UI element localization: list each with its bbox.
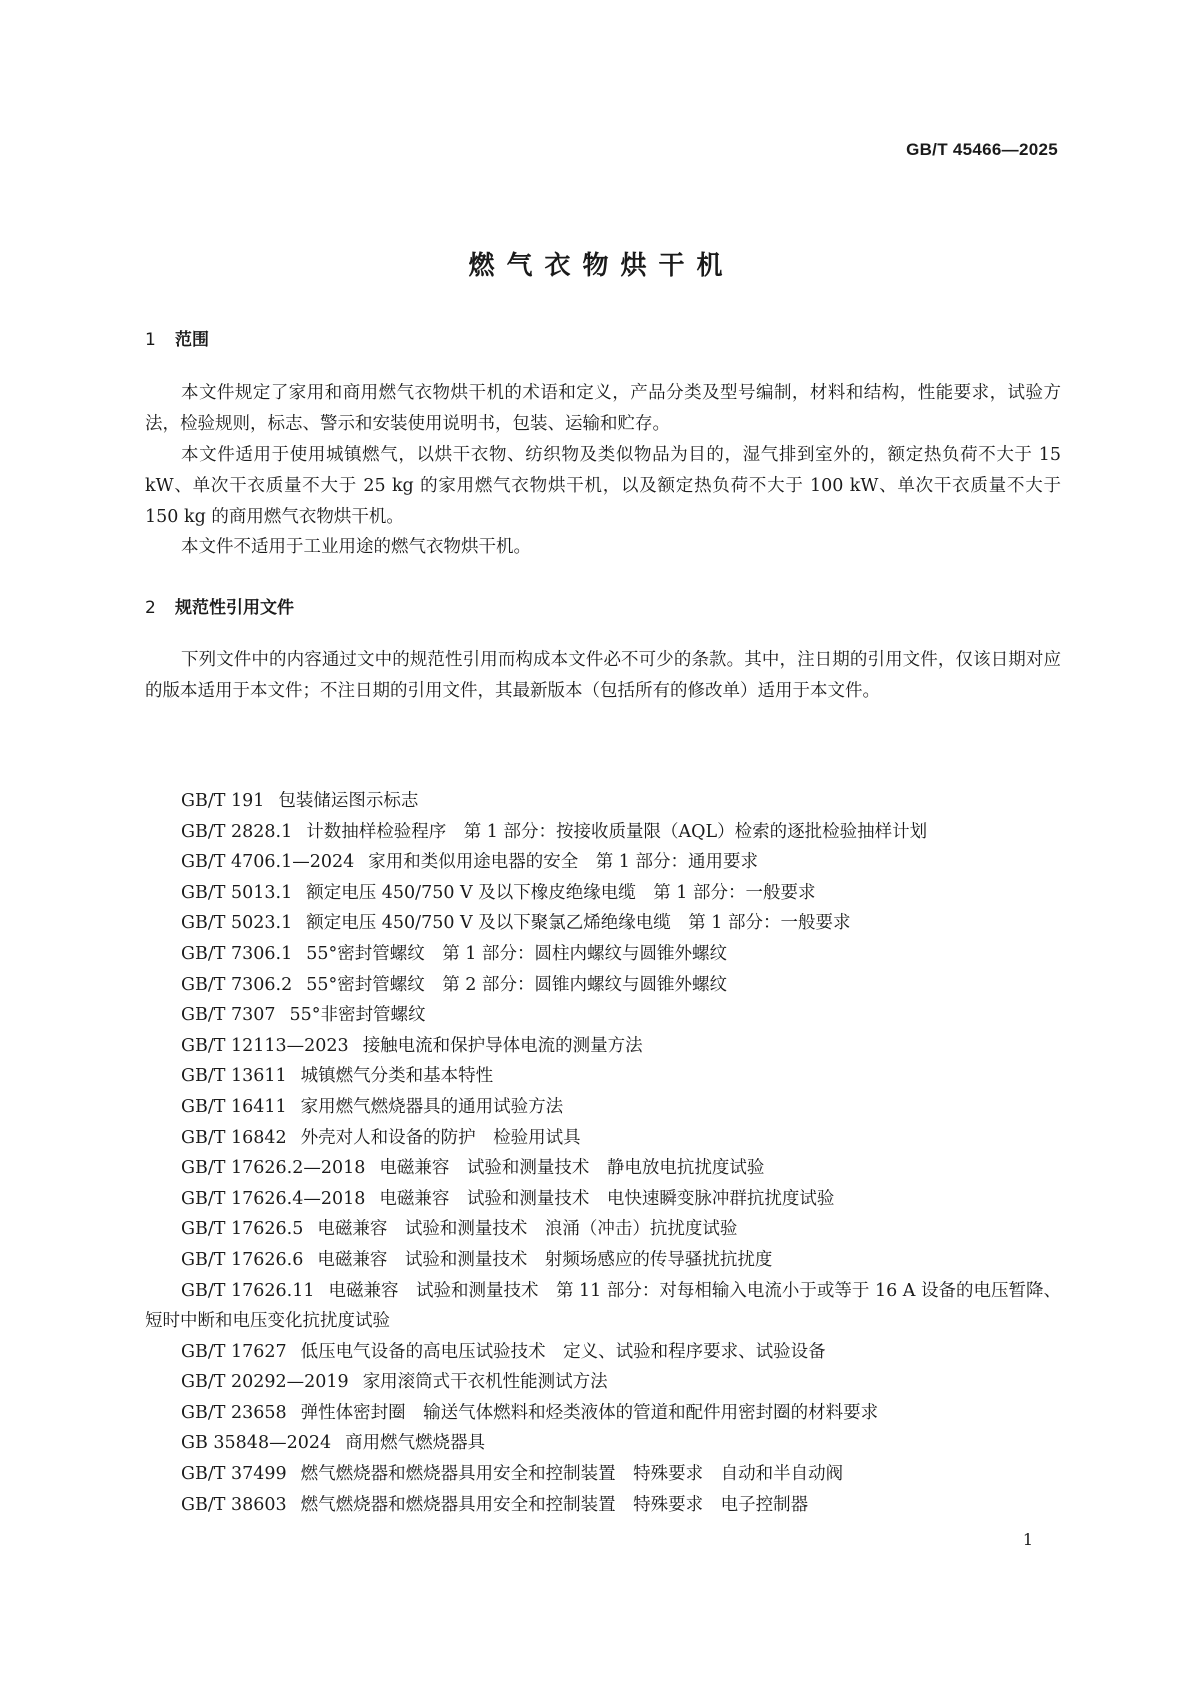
list-item: [145, 1337, 1061, 1368]
reference-title: 55°密封管螺纹 第 1 部分：圆柱内螺纹与圆锥外螺纹: [306, 943, 727, 964]
scope-paragraph: 本文件适用于使用城镇燃气，以烘干衣物、纺织物及类似物品为目的，湿气排到室外的，额定热负荷不大于 15 kW、单次干衣质量不大于 25 kg 的家用燃气衣物烘干机，以及额定热负荷不大于 100 kW、单次干衣质量不大于 150 kg 的商用燃气衣物烘干机。: [145, 445, 1061, 527]
reference-code: GB/T 16411: [181, 1096, 287, 1117]
reference-code: GB/T 17626.6: [181, 1249, 304, 1270]
reference-title: 额定电压 450/750 V 及以下聚氯乙烯绝缘电缆 第 1 部分：一般要求: [306, 913, 851, 934]
list-item: [145, 1153, 1061, 1184]
reference-title: 商用燃气燃烧器具: [345, 1433, 486, 1454]
section-heading-scope: [145, 325, 209, 350]
reference-title: 55°密封管螺纹 第 2 部分：圆锥内螺纹与圆锥外螺纹: [306, 974, 727, 995]
list-item: [145, 1398, 1061, 1429]
reference-code: GB/T 17626.11: [181, 1280, 315, 1301]
reference-code: GB/T 191: [181, 791, 265, 811]
section-number: 1: [145, 330, 156, 350]
reference-title: 弹性体密封圈 输送气体燃料和烃类液体的管道和配件用密封圈的材料要求: [300, 1402, 879, 1423]
list-item: [145, 908, 1061, 939]
reference-code: GB/T 5013.1: [181, 882, 293, 903]
reference-code: GB/T 2828.1: [181, 821, 293, 842]
scope-paragraph: 本文件规定了家用和商用燃气衣物烘干机的术语和定义，产品分类及型号编制，材料和结构，性能要求，试验方法，检验规则，标志、警示和安装使用说明书，包装、运输和贮存。: [145, 383, 1061, 434]
references-intro-paragraph: 下列文件中的内容通过文中的规范性引用而构成本文件必不可少的条款。其中，注日期的引用文件，仅该日期对应的版本适用于本文件；不注日期的引用文件，其最新版本（包括所有的修改单）适用于本文件。: [145, 650, 1061, 701]
page-number: 1: [1022, 1530, 1033, 1549]
reference-code: GB/T 7306.2: [181, 974, 293, 995]
reference-code: GB/T 38603: [181, 1494, 287, 1515]
list-item: [145, 939, 1061, 970]
list-item: [145, 1428, 1061, 1459]
reference-title: 低压电气设备的高电压试验技术 定义、试验和程序要求、试验设备: [300, 1341, 826, 1362]
list-item: [145, 1000, 1061, 1031]
reference-title: 家用燃气燃烧器具的通用试验方法: [300, 1096, 564, 1117]
reference-title: 接触电流和保护导体电流的测量方法: [362, 1035, 643, 1056]
list-item: [145, 878, 1061, 909]
reference-title: 燃气燃烧器和燃烧器具用安全和控制装置 特殊要求 自动和半自动阀: [300, 1464, 844, 1485]
reference-code: GB/T 17626.2—2018: [181, 1158, 366, 1179]
reference-title: 电磁兼容 试验和测量技术 第 11 部分：对每相输入电流小于或等于 16 A 设备的电压暂降、短时中断和电压变化抗扰度试验: [145, 1280, 1061, 1332]
reference-code: GB/T 7307: [181, 1005, 276, 1026]
list-item: [145, 1459, 1061, 1490]
reference-code: GB/T 16842: [181, 1127, 287, 1148]
reference-title: 电磁兼容 试验和测量技术 电快速瞬变脉冲群抗扰度试验: [379, 1188, 835, 1209]
list-item: [145, 1214, 1061, 1245]
reference-title: 电磁兼容 试验和测量技术 静电放电抗扰度试验: [379, 1158, 765, 1179]
list-item: [145, 817, 1061, 848]
reference-code: GB/T 13611: [181, 1066, 287, 1087]
reference-code: GB/T 17627: [181, 1341, 287, 1362]
reference-title: 电磁兼容 试验和测量技术 浪涌（冲击）抗扰度试验: [317, 1219, 738, 1240]
list-item: [145, 1245, 1061, 1276]
reference-code: GB 35848—2024: [181, 1433, 332, 1454]
section-heading-normative-references: [145, 593, 294, 618]
list-item: [145, 970, 1061, 1001]
reference-code: GB/T 23658: [181, 1402, 287, 1423]
reference-title: 电磁兼容 试验和测量技术 射频场感应的传导骚扰抗扰度: [317, 1249, 773, 1270]
list-item: [145, 1092, 1061, 1123]
reference-title: 家用滚筒式干衣机性能测试方法: [362, 1372, 608, 1393]
reference-title: 燃气燃烧器和燃烧器具用安全和控制装置 特殊要求 电子控制器: [300, 1494, 809, 1515]
reference-code: GB/T 4706.1—2024: [181, 852, 355, 873]
reference-title: 包装储运图示标志: [278, 791, 419, 811]
reference-code: GB/T 12113—2023: [181, 1035, 349, 1056]
document-title: 燃气衣物烘干机: [468, 251, 735, 281]
reference-code: GB/T 7306.1: [181, 943, 293, 964]
reference-title: 城镇燃气分类和基本特性: [300, 1066, 494, 1087]
list-item: [145, 847, 1061, 878]
reference-code: GB/T 5023.1: [181, 913, 293, 934]
section-title: 范围: [175, 330, 209, 350]
list-item: [145, 1490, 1061, 1521]
reference-title: 家用和类似用途电器的安全 第 1 部分：通用要求: [368, 852, 759, 873]
reference-code: GB/T 37499: [181, 1464, 287, 1485]
list-item: [145, 1184, 1061, 1215]
section-number: 2: [145, 598, 156, 618]
reference-list: [145, 786, 1061, 1520]
reference-title: 计数抽样检验程序 第 1 部分：按接收质量限（AQL）检索的逐批检验抽样计划: [306, 821, 928, 842]
list-item: [145, 1061, 1061, 1092]
list-item: [145, 786, 1061, 817]
reference-title: 55°非密封管螺纹: [289, 1005, 426, 1026]
list-item: [145, 1123, 1061, 1154]
reference-code: GB/T 20292—2019: [181, 1372, 349, 1393]
list-item: [145, 1367, 1061, 1398]
list-item: [145, 1276, 1061, 1337]
reference-title: 外壳对人和设备的防护 检验用试具: [300, 1127, 581, 1148]
scope-paragraph: 本文件不适用于工业用途的燃气衣物烘干机。: [181, 537, 531, 557]
reference-code: GB/T 17626.5: [181, 1219, 304, 1240]
standard-code: GB/T 45466—2025: [906, 140, 1058, 159]
reference-code: GB/T 17626.4—2018: [181, 1188, 366, 1209]
list-item: [145, 1031, 1061, 1062]
section-title: 规范性引用文件: [175, 598, 294, 618]
reference-title: 额定电压 450/750 V 及以下橡皮绝缘电缆 第 1 部分：一般要求: [306, 882, 816, 903]
